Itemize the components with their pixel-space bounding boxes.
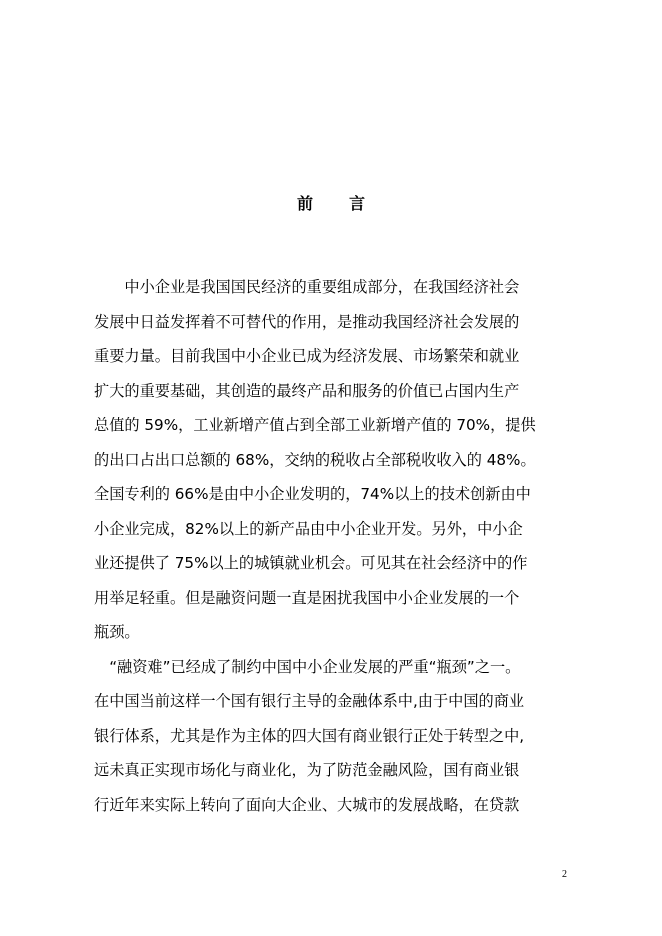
text-line-10: 用举足轻重。但是融资问题一直是困扰我国中小企业发展的一个 bbox=[94, 589, 520, 607]
text-line-16: 行近年来实际上转向了面向大企业、大城市的发展战略，在贷款 bbox=[94, 796, 520, 814]
text-line-1: 中小企业是我国国民经济的重要组成部分，在我国经济社会 bbox=[94, 278, 520, 296]
text-line-9: 业还提供了 75%以上的城镇就业机会。可见其在社会经济中的作 bbox=[94, 554, 528, 572]
text-line-12: “融资难”已经成了制约中国中小企业发展的严重“瓶颈”之一。 bbox=[94, 658, 521, 676]
page-title bbox=[0, 191, 662, 214]
text-line-13: 在中国当前这样一个国有银行主导的金融体系中,由于中国的商业 bbox=[94, 692, 525, 710]
text-line-14: 银行体系，尤其是作为主体的四大国有商业银行正处于转型之中, bbox=[94, 727, 525, 745]
text-line-2: 发展中日益发挥着不可替代的作用，是推动我国经济社会发展的 bbox=[94, 313, 520, 331]
text-line-11: 瓶颈。 bbox=[94, 623, 140, 641]
title-char-1: 前 bbox=[296, 194, 313, 213]
text-line-8: 小企业完成，82%以上的新产品由中小企业开发。另外，中小企 bbox=[94, 520, 523, 538]
text-line-15: 远未真正实现市场化与商业化，为了防范金融风险，国有商业银 bbox=[94, 761, 520, 779]
text-line-6: 的出口占出口总额的 68%，交纳的税收占全部税收收入的 48%。 bbox=[94, 451, 536, 469]
text-line-5: 总值的 59%，工业新增产值占到全部工业新增产值的 70%，提供 bbox=[94, 416, 536, 434]
title-char-2: 言 bbox=[349, 194, 366, 213]
page-number: 2 bbox=[562, 869, 567, 880]
text-line-3: 重要力量。目前我国中小企业已成为经济发展、市场繁荣和就业 bbox=[94, 347, 520, 365]
text-line-7: 全国专利的 66%是由中小企业发明的，74%以上的技术创新由中 bbox=[94, 485, 531, 503]
text-line-4: 扩大的重要基础，其创造的最终产品和服务的价值已占国内生产 bbox=[94, 382, 520, 400]
